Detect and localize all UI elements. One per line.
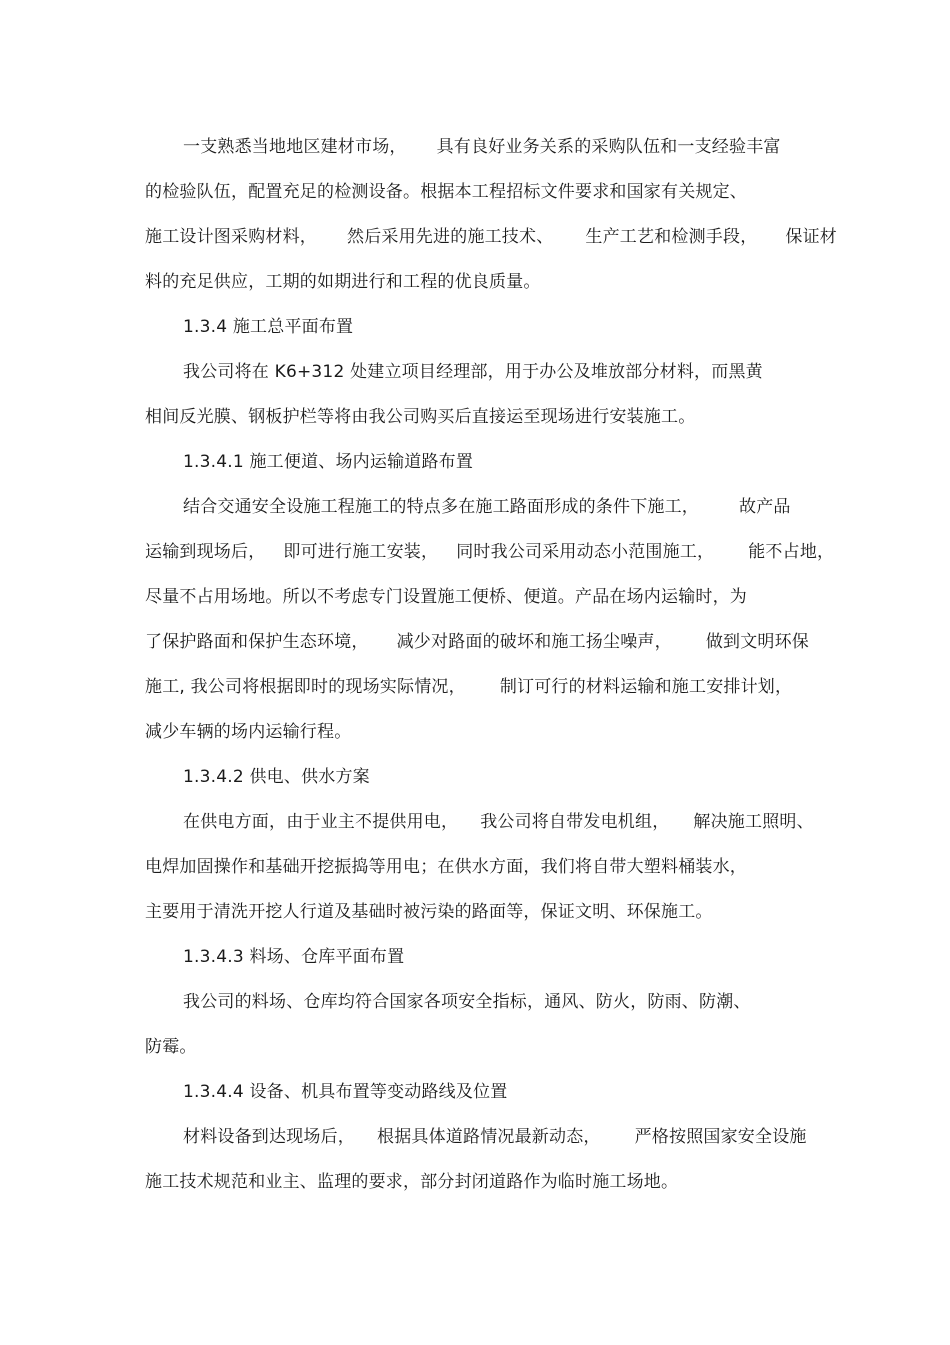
text-segment: 同时我公司采用动态小范围施工， — [456, 542, 715, 562]
body-text-line — [183, 991, 751, 1013]
text-segment: 的检验队伍，配置充足的检测设备。根据本工程招标文件要求和国家有关规定、 — [145, 182, 747, 202]
body-text-line — [183, 361, 763, 383]
text-segment: 一支熟悉当地地区建材市场， — [183, 137, 407, 157]
text-segment: 我公司的料场、仓库均符合国家各项安全指标，通风、防火，防雨、防潮、 — [183, 992, 751, 1012]
body-text-line — [145, 226, 837, 248]
text-segment: 1.3.4 施工总平面布置 — [183, 317, 354, 337]
text-segment: 了保护路面和保护生态环境， — [145, 632, 369, 652]
text-segment: 我公司将在 K6+312 处建立项目经理部，用于办公及堆放部分材料，而黑黄 — [183, 362, 763, 382]
text-segment: 相间反光膜、钢板护栏等将由我公司购买后直接运至现场进行安装施工。 — [145, 407, 696, 427]
text-segment: 主要用于清洗开挖人行道及基础时被污染的路面等，保证文明、环保施工。 — [145, 902, 713, 922]
text-segment: 然后采用先进的施工技术、 — [347, 227, 554, 247]
section-heading — [183, 316, 353, 338]
body-text-line — [145, 271, 541, 293]
text-segment: 生产工艺和检测手段， — [585, 227, 758, 247]
text-segment: 根据具体道路情况最新动态， — [377, 1127, 601, 1147]
text-segment: 严格按照国家安全设施 — [634, 1127, 807, 1147]
body-text-line — [183, 1126, 807, 1148]
section-heading — [183, 451, 473, 473]
body-text-line — [145, 1171, 678, 1193]
body-text-line — [145, 586, 747, 608]
text-segment: 我公司将自带发电机组， — [480, 812, 670, 832]
body-text-line — [145, 631, 809, 653]
text-segment: 1.3.4.4 设备、机具布置等变动路线及位置 — [183, 1082, 508, 1102]
text-segment: 材料设备到达现场后， — [183, 1127, 355, 1147]
body-text-line — [183, 496, 791, 518]
body-text-line — [145, 541, 834, 563]
text-segment: 做到文明环保 — [705, 632, 810, 652]
text-segment: 结合交通安全设施工程施工的特点多在施工路面形成的条件下施工， — [183, 497, 699, 517]
text-segment: 制订可行的材料运输和施工安排计划， — [499, 677, 793, 697]
text-segment: 1.3.4.3 料场、仓库平面布置 — [183, 947, 405, 967]
text-segment: 运输到现场后， — [145, 542, 266, 562]
text-segment: 在供电方面，由于业主不提供用电， — [183, 812, 459, 832]
text-segment: 即可进行施工安装， — [283, 542, 439, 562]
section-heading — [183, 1081, 507, 1103]
text-segment: 电焊加固操作和基础开挖振捣等用电；在供水方面，我们将自带大塑料桶装水， — [145, 857, 747, 877]
body-text-line — [145, 901, 713, 923]
text-segment: 料的充足供应，工期的如期进行和工程的优良质量。 — [145, 272, 541, 292]
body-text-line — [145, 721, 351, 743]
body-text-line — [145, 181, 747, 203]
text-segment: 减少对路面的破坏和施工扬尘噪声， — [396, 632, 672, 652]
text-segment: 能不占地， — [748, 542, 835, 562]
body-text-line — [183, 136, 781, 158]
body-text-line — [145, 676, 792, 698]
body-text-line — [183, 811, 814, 833]
text-segment: 具有良好业务关系的采购队伍和一支经验丰富 — [436, 137, 781, 157]
text-segment: 防霉。 — [145, 1037, 197, 1057]
body-text-line — [145, 856, 747, 878]
body-text-line — [145, 406, 695, 428]
text-segment: 1.3.4.2 供电、供水方案 — [183, 767, 370, 787]
text-segment: 故产品 — [739, 497, 791, 517]
text-segment: 尽量不占用场地。所以不考虑专门设置施工便桥、便道。产品在场内运输时，为 — [145, 587, 747, 607]
text-segment: 施工, 我公司将根据即时的现场实际情况， — [145, 677, 466, 697]
text-segment: 1.3.4.1 施工便道、场内运输道路布置 — [183, 452, 474, 472]
text-segment: 解决施工照明、 — [693, 812, 814, 832]
text-segment: 施工设计图采购材料， — [145, 227, 317, 247]
text-segment: 保证材 — [785, 227, 838, 247]
section-heading — [183, 766, 370, 788]
body-text-line — [145, 1036, 197, 1058]
text-segment: 减少车辆的场内运输行程。 — [145, 722, 352, 742]
text-segment: 施工技术规范和业主、监理的要求，部分封闭道路作为临时施工场地。 — [145, 1172, 679, 1192]
section-heading — [183, 946, 404, 968]
